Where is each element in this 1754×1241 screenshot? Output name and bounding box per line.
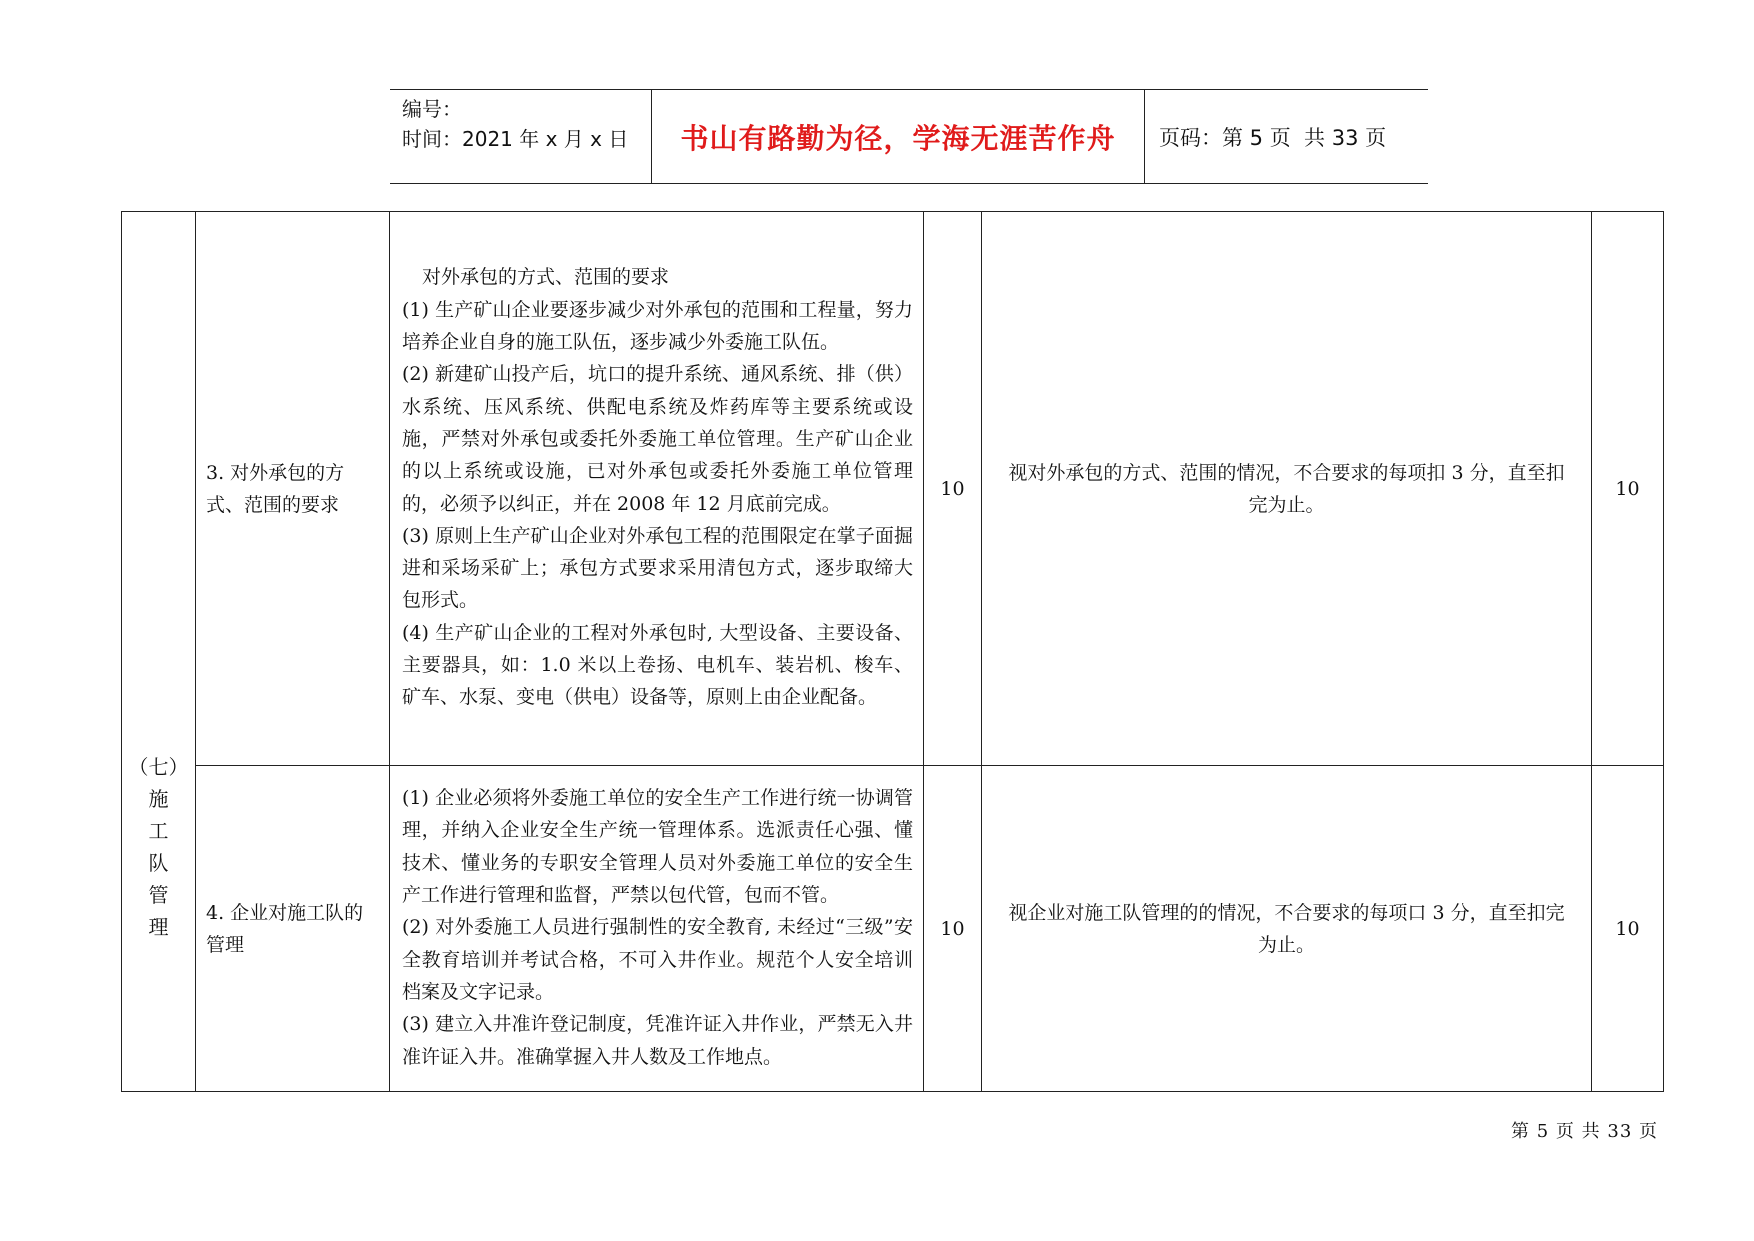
page-footer: 第 5 页 共 33 页	[1511, 1121, 1658, 1142]
method-cell: 视企业对施工队管理的的情况，不合要求的每项口 3 分，直至扣完为止。	[982, 766, 1592, 1092]
score-cell: 10	[924, 766, 982, 1092]
serial-label: 编号：	[402, 97, 462, 121]
full-score-cell: 10	[1592, 212, 1664, 766]
header-page-info	[1145, 90, 1428, 183]
table-row	[122, 766, 1664, 1092]
standard-clause: (3) 建立入井准许登记制度，凭准许证入井作业，严禁无入井准许证入井。准确掌握入井人数及工作地点。	[402, 1013, 913, 1068]
standard-clause: (3) 原则上生产矿山企业对外承包工程的范围限定在掌子面掘进和采场采矿上；承包方式要求采用清包方式，逐步取缔大包形式。	[402, 524, 913, 612]
header-page-label: 页码：第 5 页 共 33 页	[1159, 125, 1387, 150]
date-line: 时间：2021 年 x 月 x 日	[402, 127, 629, 151]
category-cell	[122, 212, 196, 1092]
header-info	[390, 90, 652, 183]
item-cell	[196, 766, 390, 1092]
method-cell: 视对外承包的方式、范围的情况，不合要求的每项扣 3 分，直至扣完为止。	[982, 212, 1592, 766]
standard-clause: (1) 生产矿山企业要逐步减少对外承包的范围和工程量，努力培养企业自身的施工队伍，逐步减少外委施工队伍。	[402, 298, 913, 354]
header-motto: 书山有路勤为径，学海无涯苦作舟	[652, 90, 1145, 183]
standard-title: 对外承包的方式、范围的要求	[422, 266, 670, 289]
assessment-table	[121, 211, 1664, 1092]
category-label: （七） 施 工 队 管 理	[128, 754, 189, 939]
page-header	[390, 89, 1428, 184]
full-score-cell: 10	[1592, 766, 1664, 1092]
item-label: 3. 对外承包的方式、范围的要求	[206, 461, 345, 516]
item-label: 4. 企业对施工队的管理	[206, 901, 364, 956]
standard-clause: (2) 新建矿山投产后，坑口的提升系统、通风系统、排（供）水系统、压风系统、供配电系统及炸药库等主要系统或设施，严禁对外承包或委托外委施工单位管理。生产矿山企业的以上系统或设施，已对外承包或委托外委施工单位管理的，必须予以纠正，并在 2008 年 12 月底前完成。	[402, 363, 913, 515]
score-cell: 10	[924, 212, 982, 766]
standard-cell	[390, 766, 924, 1092]
standard-clause: (4) 生产矿山企业的工程对外承包时, 大型设备、主要设备、主要器具，如：1.0 米以上卷扬、电机车、装岩机、梭车、矿车、水泵、变电（供电）设备等，原则上由企业配备。	[402, 621, 913, 709]
table-row	[122, 212, 1664, 766]
standard-clause: (2) 对外委施工人员进行强制性的安全教育, 未经过“三级”安全教育培训并考试合格，不可入井作业。规范个人安全培训档案及文字记录。	[402, 916, 913, 1003]
standard-clause: (1) 企业必须将外委施工单位的安全生产工作进行统一协调管理，并纳入企业安全生产统一管理体系。选派责任心强、懂技术、懂业务的专职安全管理人员对外委施工单位的安全生产工作进行管理和监督，严禁以包代管，包而不管。	[402, 787, 913, 907]
standard-cell	[390, 212, 924, 766]
item-cell	[196, 212, 390, 766]
